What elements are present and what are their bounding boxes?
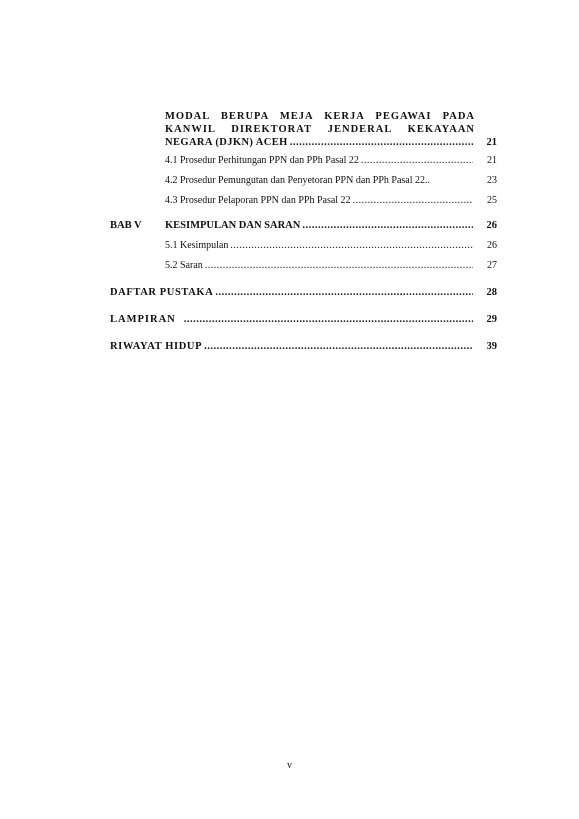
toc-daftar-pustaka-page: 28 <box>486 287 497 298</box>
dot-leader <box>184 314 473 325</box>
toc-title-line-2: KANWIL DIREKTORAT JENDERAL KEKAYAAN <box>165 124 475 135</box>
toc-entry-label: 4.3 Prosedur Pelaporan PPN dan PPh Pasal 22 <box>165 195 351 206</box>
toc-entry-5-1[interactable] <box>165 240 475 251</box>
toc-lampiran-page: 29 <box>486 314 497 325</box>
toc-entry-4-1-page: 21 <box>487 155 497 166</box>
dot-leader <box>302 220 473 231</box>
toc-riwayat-hidup[interactable] <box>110 341 475 352</box>
toc-lampiran-label: LAMPIRAN <box>110 314 176 325</box>
toc-entry-5-1-page: 26 <box>487 240 497 251</box>
toc-chapter5-page: 26 <box>486 220 497 231</box>
dot-leader <box>204 341 473 352</box>
toc-entry-5-2-page: 27 <box>487 260 497 271</box>
toc-entry-4-3-page: 25 <box>487 195 497 206</box>
toc-entry-label: 4.1 Prosedur Perhitungan PPN dan PPh Pasal 22 <box>165 155 359 166</box>
toc-chapter-label: BAB V <box>110 220 142 231</box>
toc-riwayat-hidup-page: 39 <box>486 341 497 352</box>
toc-daftar-pustaka[interactable] <box>110 287 475 298</box>
toc-title-line-1: MODAL BERUPA MEJA KERJA PEGAWAI PADA <box>165 111 475 122</box>
dot-leader <box>215 287 473 298</box>
dot-leader <box>230 240 473 251</box>
toc-entry-label: 5.1 Kesimpulan <box>165 240 229 251</box>
toc-chapter4-title <box>165 110 475 149</box>
dot-leader <box>290 136 473 149</box>
toc-chapter5-title: KESIMPULAN DAN SARAN <box>165 220 301 231</box>
toc-title-line-3-row <box>165 136 475 149</box>
page-number: v <box>287 760 292 771</box>
toc-title-line-3: NEGARA (DJKN) ACEH <box>165 137 288 148</box>
toc-chapter5[interactable] <box>165 220 475 231</box>
dot-leader <box>361 155 473 166</box>
toc-lampiran[interactable] <box>110 314 475 325</box>
toc-entry-label: 5.2 Saran <box>165 260 203 271</box>
toc-entry-4-2[interactable] <box>165 175 477 186</box>
toc-daftar-pustaka-label: DAFTAR PUSTAKA <box>110 287 214 298</box>
toc-riwayat-hidup-label: RIWAYAT HIDUP <box>110 341 203 352</box>
toc-title-page: 21 <box>486 137 497 148</box>
dot-leader <box>205 260 473 271</box>
dot-leader <box>353 195 473 206</box>
toc-entry-5-2[interactable] <box>165 260 475 271</box>
toc-entry-label: 4.2 Prosedur Pemungutan dan Penyetoran PPN dan PPh Pasal 22.. <box>165 175 430 186</box>
toc-entry-4-2-page: 23 <box>487 175 497 186</box>
toc-entry-4-3[interactable] <box>165 195 475 206</box>
toc-entry-4-1[interactable] <box>165 155 475 166</box>
